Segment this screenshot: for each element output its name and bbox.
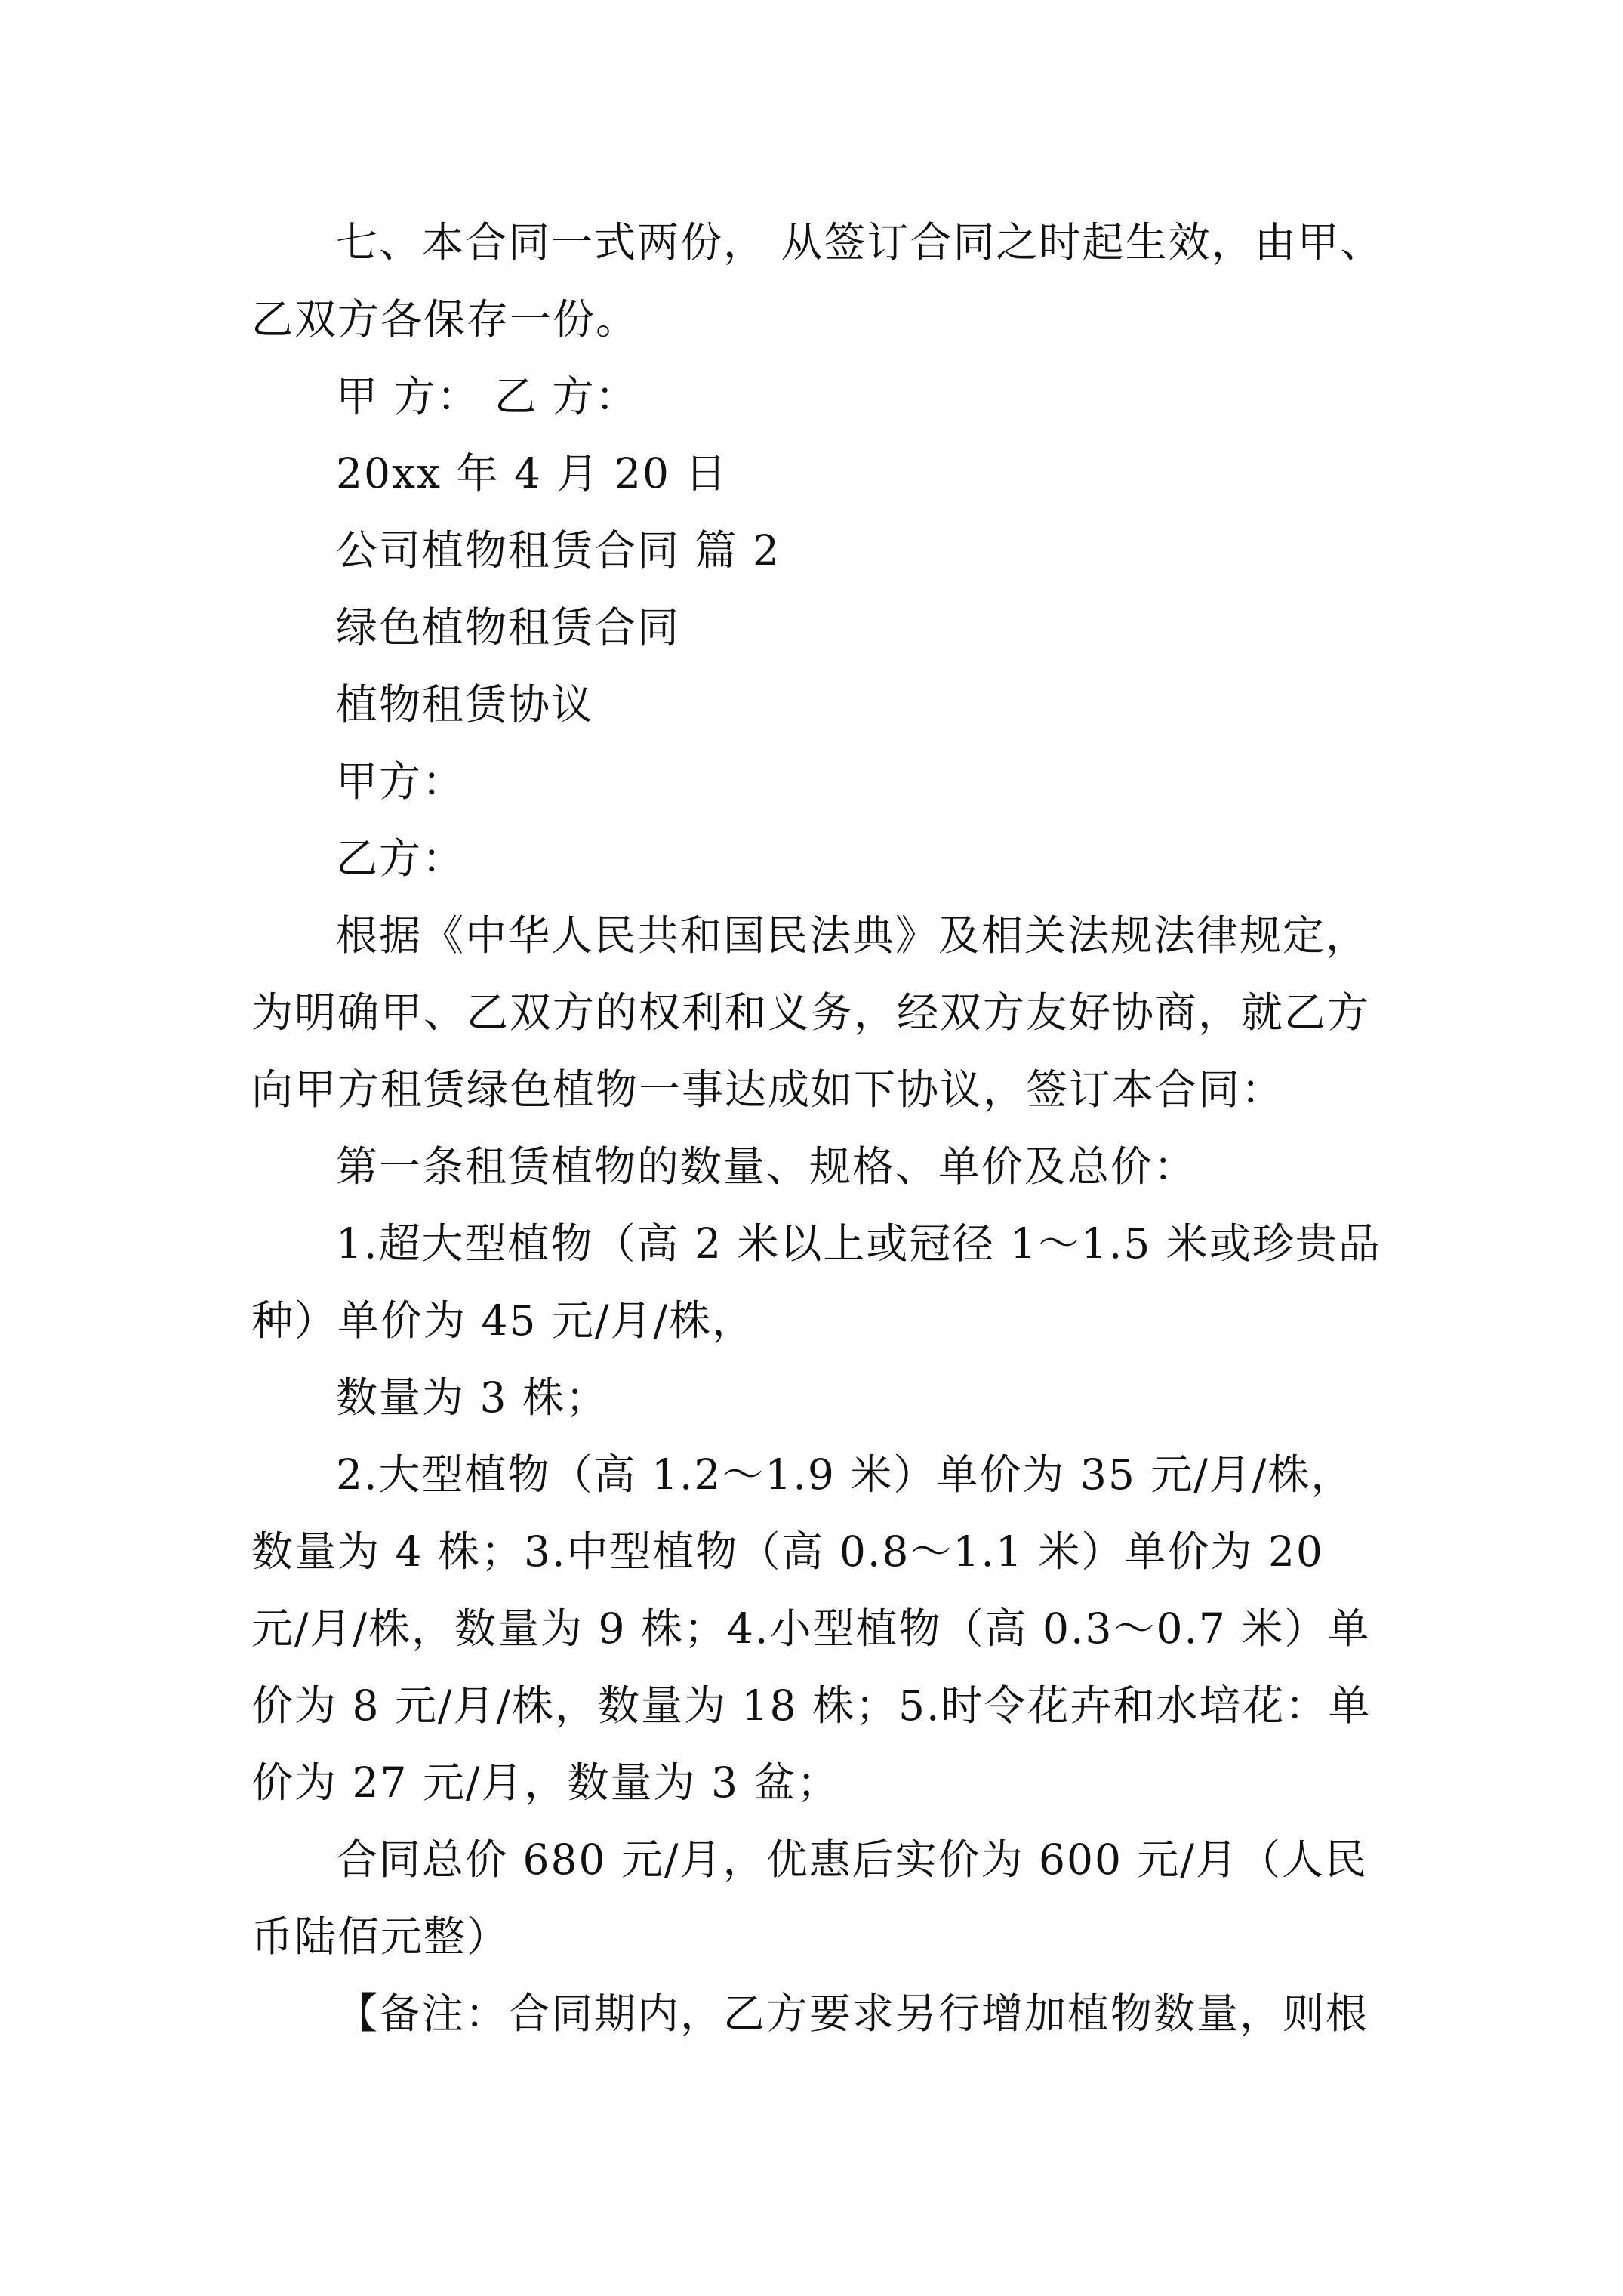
paragraph-item-one-quantity: 数量为 3 株；: [336, 1373, 608, 1422]
paragraph-contract-title: 绿色植物租赁合同: [336, 603, 681, 652]
paragraph-total-price: 合同总价 680 元/月，优惠后实价为 600 元/月（人民币陆佰元整）: [251, 1835, 1368, 1961]
paragraph-remark: 【备注：合同期内，乙方要求另行增加植物数量，则根: [336, 1989, 1369, 2038]
paragraph-section-heading: 公司植物租赁合同 篇 2: [336, 526, 781, 575]
paragraph-date: 20xx 年 4 月 20 日: [336, 449, 728, 498]
paragraph-items-two-to-five: 2.大型植物（高 1.2～1.9 米）单价为 35 元/月/株，数量为 4 株；3.中型植物（高 0.8～1.1 米）单价为 20 元/月/株，数量为 9 株；4.小型植物（高 0.3～0.7 米）单价为 8 元/月/株，数量为 18 株；5.时令花卉和水培花：单价为 27 元/月，数量为 3 盆；: [251, 1450, 1372, 1807]
paragraph-item-one: 1.超大型植物（高 2 米以上或冠径 1～1.5 米或珍贵品种）单价为 45 元/月/株，: [251, 1219, 1381, 1345]
paragraph-agreement-title: 植物租赁协议: [336, 680, 595, 729]
paragraph-party-a: 甲方：: [336, 757, 466, 806]
paragraph-article-one: 第一条租赁植物的数量、规格、单价及总价：: [336, 1142, 1197, 1191]
paragraph-party-b: 乙方：: [336, 834, 466, 883]
paragraph-preamble: 根据《中华人民共和国民法典》及相关法规法律规定，为明确甲、乙双方的权利和义务，经双方友好协商，就乙方向甲方租赁绿色植物一事达成如下协议，签订本合同：: [251, 911, 1371, 1114]
paragraph-contract-copies: 七、本合同一式两份， 从签订合同之时起生效，由甲、乙双方各保存一份。: [251, 218, 1384, 344]
paragraph-signatories: 甲 方： 乙 方：: [336, 372, 639, 421]
document-body: [251, 204, 1384, 2052]
